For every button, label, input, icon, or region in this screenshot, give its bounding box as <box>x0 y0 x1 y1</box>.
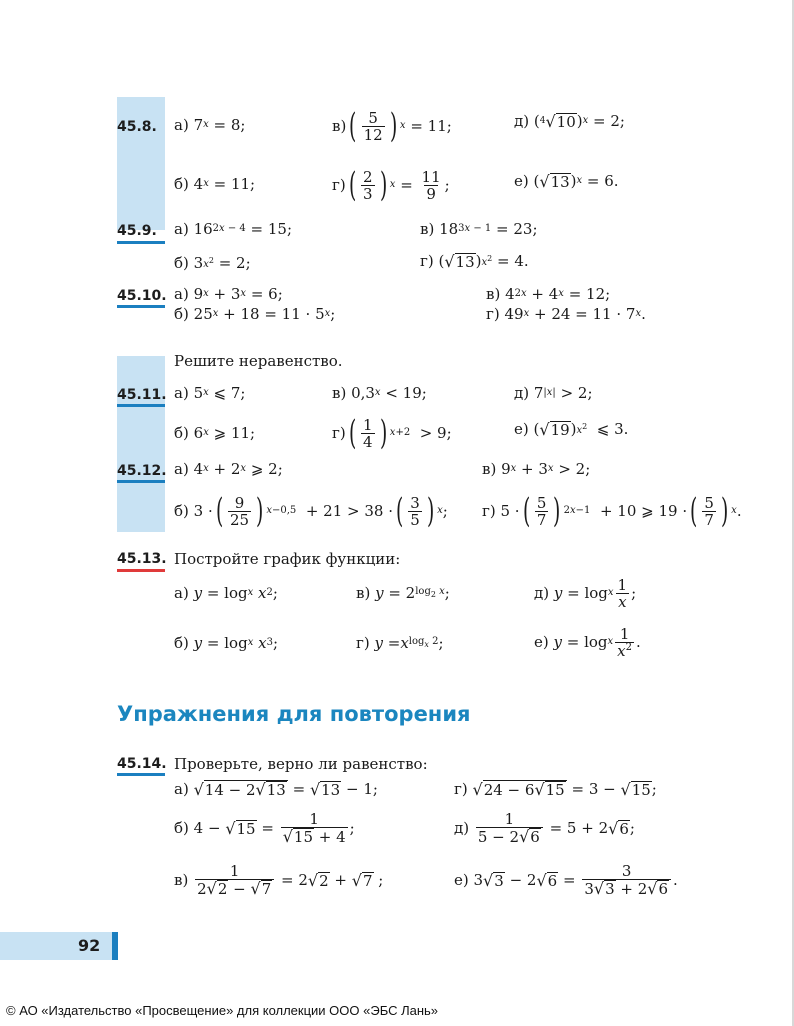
problem-text: Постройте график функции: <box>174 550 401 568</box>
problem-underline <box>117 241 165 244</box>
problem-text: Проверьте, верно ли равенство: <box>174 755 428 773</box>
instruction-text: Решите неравенство. <box>174 352 343 370</box>
equation-45-10-g: г) 49 x + 24 = 11 · 7 x . <box>486 305 646 323</box>
equation-45-9-b: б) 3 $x^2$ = 2; <box>174 254 251 272</box>
problem-number: 45.13. <box>117 551 167 567</box>
problem-band-45-11 <box>117 356 165 532</box>
function-45-13-d: д) y = log x $\frac{1}{x}$ ; <box>534 575 637 611</box>
page-number-bar <box>112 932 118 960</box>
function-45-13-e: е) y = log x $\frac{1}{x^2}$ . <box>534 624 641 660</box>
inequality-45-11-b: б) 6 x ⩾ 11; <box>174 424 256 442</box>
inequality-45-11-d: д) 7 |x| > 2; <box>514 384 593 402</box>
inequality-45-11-g: г) ( $\frac{1}{4}$ ) x+2 > 9; <box>332 413 452 453</box>
equality-45-14-a: а) √ 14 − 2 √ 13 = √ 13 − 1; <box>174 779 378 799</box>
inequality-45-12-g: г) 5 · ( $\frac{5}{7}$ ) 2x−1 + 10 ⩾ 19 · ( $\frac{5}{7}$ ) x . <box>482 491 742 531</box>
inequality-45-11-e: е) ( √ 19 ) $x^2$ ⩽ 3. <box>514 419 629 439</box>
problem-underline <box>117 305 165 308</box>
equality-45-14-d: д) 1 5 − 2 √ 6 = 5 + 2 √ 6 ; <box>454 810 635 846</box>
problem-number: 45.9. <box>117 223 157 239</box>
equation-45-8-g: г) ( $\frac{2}{3}$ ) x = $\frac{11}{9}$ ; <box>332 165 450 205</box>
problem-number: 45.11. <box>117 387 167 403</box>
inequality-45-12-a: а) 4 x + 2 x ⩾ 2; <box>174 460 283 478</box>
problem-number: 45.8. <box>117 119 157 135</box>
equation-45-9-g: г) ( √ 13 ) $x^2$ = 4. <box>420 251 529 271</box>
inequality-45-12-b: б) 3 · ( $\frac{9}{25}$ ) x−0,5 + 21 > 38 · ( $\frac{3}{5}$ ) x ; <box>174 491 448 531</box>
inequality-45-11-a: а) 5 x ⩽ 7; <box>174 384 246 402</box>
equality-45-14-g: г) √ 24 − 6 √ 15 = 3 − √ 15 ; <box>454 779 657 799</box>
section-heading: Упражнения для повторения <box>117 702 471 726</box>
problem-number: 45.14. <box>117 756 167 772</box>
inequality-45-12-v: в) 9 x + 3 x > 2; <box>482 460 591 478</box>
problem-underline <box>117 404 165 407</box>
copyright-notice: © АО «Издательство «Просвещение» для коллекции ООО «ЭБС Лань» <box>6 1003 439 1018</box>
problem-underline <box>117 773 165 776</box>
equation-45-10-a: а) 9 x + 3 x = 6; <box>174 285 283 303</box>
page-number: 92 <box>78 936 101 955</box>
equation-45-10-b: б) 25 x + 18 = 11 · 5 x ; <box>174 305 336 323</box>
equality-45-14-e: е) 3 √ 3 − 2 √ 6 = 3 3 √ 3 + 2 √ 6 . <box>454 862 678 898</box>
equation-45-9-v: в) 18 3x − 1 = 23; <box>420 220 538 238</box>
equation-45-8-v: в) ( $\frac{5}{12}$ ) x = 11; <box>332 106 452 146</box>
equation-45-9-a: а) 16 2x − 4 = 15; <box>174 220 293 238</box>
function-45-13-v: в) y = 2 $\log_2 x$ ; <box>356 584 450 602</box>
equation-45-10-v: в) 4 2x + 4 x = 12; <box>486 285 611 303</box>
problem-number: 45.12. <box>117 463 167 479</box>
problem-number: 45.10. <box>117 288 167 304</box>
equation-45-8-a: а) 7 x = 8; <box>174 116 246 134</box>
equality-45-14-b: б) 4 − √ 15 = 1 √ 15 + 4 ; <box>174 810 355 846</box>
inequality-45-11-v: в) 0,3 x < 19; <box>332 384 427 402</box>
function-45-13-a: а) y = log x x 2 ; <box>174 584 278 602</box>
problem-band-45-8 <box>117 97 165 230</box>
equation-45-8-b: б) 4 x = 11; <box>174 175 256 193</box>
equation-45-8-e: е) ( √ 13 ) x = 6. <box>514 171 619 191</box>
equation-45-8-d: д) ( 4 √ 10 ) x = 2; <box>514 111 625 131</box>
function-45-13-b: б) y = log x x 3 ; <box>174 634 279 652</box>
equality-45-14-v: в) 1 2 √ 2 − √ 7 = 2 √ 2 + √ 7 ; <box>174 862 384 898</box>
problem-underline <box>117 480 165 483</box>
function-45-13-g: г) y = x $\log_x 2$ ; <box>356 634 444 652</box>
problem-underline-red <box>117 569 165 572</box>
